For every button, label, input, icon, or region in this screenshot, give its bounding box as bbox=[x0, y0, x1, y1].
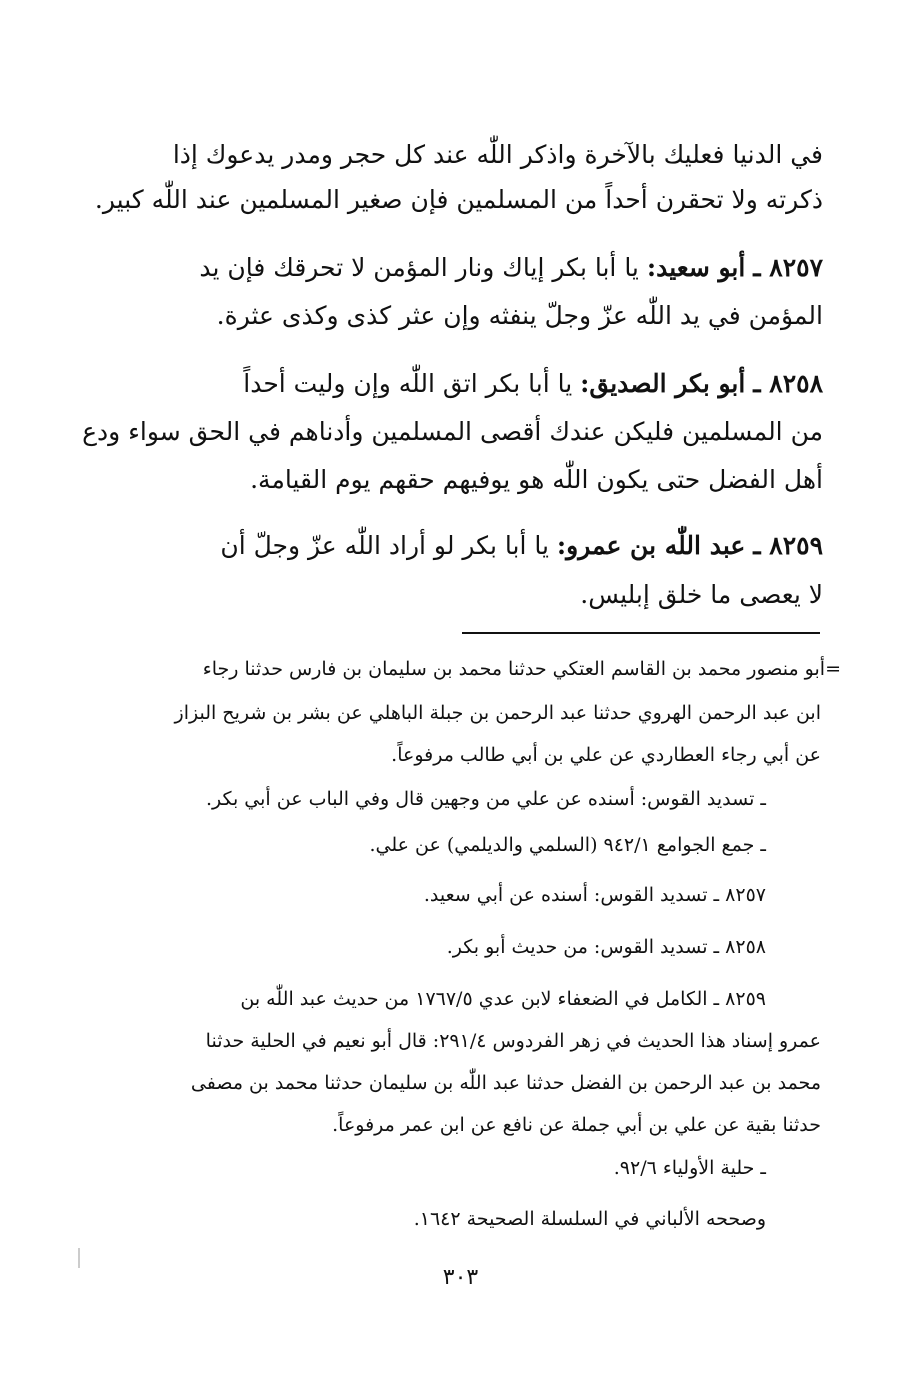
hadith-number: ٨٢٥٧ ـ bbox=[753, 253, 823, 282]
footnote-line: ابن عبد الرحمن الهروي حدثنا عبد الرحمن بن جبلة الباهلي عن بشر بن شريح البزاز bbox=[174, 702, 821, 724]
footnote-line: =أبو منصور محمد بن القاسم العتكي حدثنا محمد بن سليمان بن فارس حدثنا رجاء bbox=[202, 658, 841, 680]
main-line: المؤمن في يد اللّٰه عزّ وجلّ ينفثه وإن عثر كذى وكذى عثرة. bbox=[216, 301, 823, 330]
main-line: في الدنيا فعليك بالآخرة واذكر اللّٰه عند كل حجر ومدر يدعوك إذا bbox=[172, 140, 823, 169]
hadith-text: يا أبا بكر اتق اللّٰه وإن وليت أحداً bbox=[243, 369, 573, 398]
footnote-line: ـ جمع الجوامع ٩٤٢/١ (السلمي والديلمي) عن علي. bbox=[369, 834, 766, 856]
hadith-8258-line bbox=[243, 364, 823, 404]
hadith-text: يا أبا بكر لو أراد اللّٰه عزّ وجلّ أن bbox=[220, 531, 549, 560]
hadith-narrator: أبو سعيد: bbox=[646, 253, 746, 282]
footnote-separator bbox=[462, 632, 820, 634]
main-line: أهل الفضل حتى يكون اللّٰه هو يوفيهم حقهم يوم القيامة. bbox=[250, 465, 823, 494]
main-line: من المسلمين فليكن عندك أقصى المسلمين وأدناهم في الحق سواء ودع bbox=[82, 417, 823, 446]
hadith-narrator: عبد اللّٰه بن عمرو: bbox=[556, 531, 746, 560]
hadith-8259-line bbox=[220, 526, 823, 566]
hadith-narrator: أبو بكر الصديق: bbox=[580, 369, 746, 398]
footnote-line: وصححه الألباني في السلسلة الصحيحة ١٦٤٢. bbox=[413, 1208, 766, 1230]
footnote-line: عن أبي رجاء العطاردي عن علي بن أبي طالب مرفوعاً. bbox=[391, 744, 821, 766]
footnote-line: ٨٢٥٨ ـ تسديد القوس: من حديث أبو بكر. bbox=[446, 936, 766, 958]
footnote-line: ـ حلية الأولياء ٩٢/٦. bbox=[613, 1157, 766, 1179]
hadith-8257-line bbox=[199, 248, 823, 288]
hadith-number: ٨٢٥٨ ـ bbox=[753, 369, 823, 398]
main-line: ذكرته ولا تحقرن أحداً من المسلمين فإن صغير المسلمين عند اللّٰه كبير. bbox=[94, 185, 823, 214]
hadith-text: يا أبا بكر إياك ونار المؤمن لا تحرقك فإن يد bbox=[199, 253, 639, 282]
main-line: لا يعصى ما خلق إبليس. bbox=[580, 580, 823, 609]
footnote-line: عمرو إسناد هذا الحديث في زهر الفردوس ٢٩١/٤: قال أبو نعيم في الحلية حدثنا bbox=[205, 1030, 821, 1052]
footnote-line: ٨٢٥٩ ـ الكامل في الضعفاء لابن عدي ١٧٦٧/٥ من حديث عبد اللّٰه بن bbox=[240, 988, 766, 1010]
footnote-line: ـ تسديد القوس: أسنده عن علي من وجهين قال وفي الباب عن أبي بكر. bbox=[205, 788, 766, 810]
footnote-line: حدثنا بقية عن علي بن أبي جملة عن نافع عن ابن عمر مرفوعاً. bbox=[332, 1114, 821, 1136]
footnote-line: محمد بن عبد الرحمن بن الفضل حدثنا عبد اللّٰه بن سليمان حدثنا محمد بن مصفى bbox=[190, 1072, 821, 1094]
footnote-line: ٨٢٥٧ ـ تسديد القوس: أسنده عن أبي سعيد. bbox=[423, 884, 766, 906]
page-number: ٣٠٣ bbox=[442, 1265, 479, 1290]
hadith-number: ٨٢٥٩ ـ bbox=[753, 531, 823, 560]
